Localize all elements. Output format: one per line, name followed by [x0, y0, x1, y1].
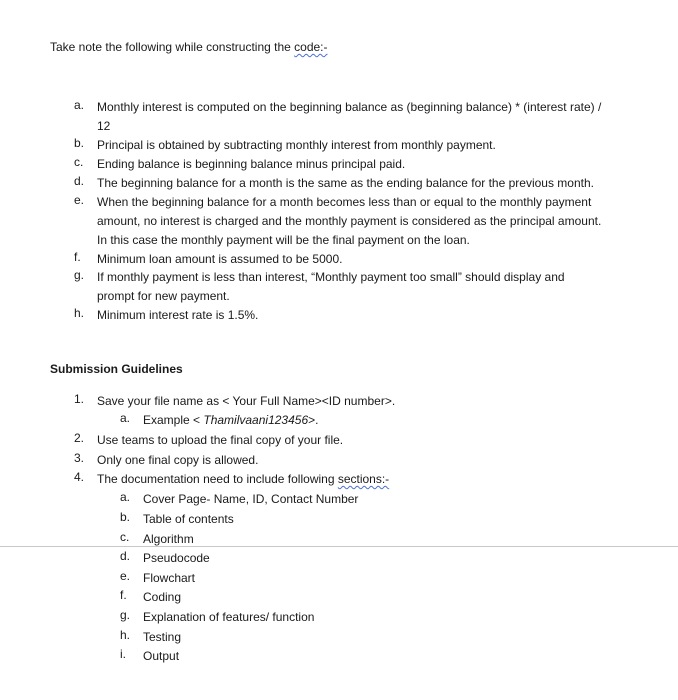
section-marker: e. [120, 569, 131, 583]
submission-text [97, 470, 389, 489]
section-marker: h. [120, 628, 131, 642]
submission-marker: 2. [74, 431, 85, 445]
section-text: Flowchart [143, 571, 196, 585]
section-text: Explanation of features/ function [143, 610, 315, 624]
section-text: Coding [143, 590, 182, 604]
note-text: If monthly payment is less than interest, “Monthly payment too small” should display and [97, 270, 565, 284]
note-marker: h. [74, 306, 85, 320]
note-text-cont: amount, no interest is charged and the monthly payment is considered as the principal amount. [97, 214, 602, 228]
note-marker: a. [74, 98, 85, 112]
section-marker: g. [120, 608, 131, 622]
section-text: Testing [143, 630, 182, 644]
submission-marker: 1. [74, 392, 85, 406]
note-text: The beginning balance for a month is the same as the ending balance for the previous month. [97, 176, 594, 190]
note-marker: c. [74, 155, 84, 169]
section-marker: a. [120, 490, 131, 504]
note-marker: f. [74, 250, 81, 264]
note-marker: e. [74, 193, 85, 207]
section-marker: c. [120, 530, 130, 544]
section-text: Pseudocode [143, 551, 210, 565]
sections-link: sections:- [337, 472, 390, 486]
submission-marker: 4. [74, 470, 85, 484]
submission-marker: 3. [74, 451, 85, 465]
note-text: Minimum interest rate is 1.5%. [97, 308, 259, 322]
note-text: Minimum loan amount is assumed to be 5000. [97, 252, 343, 266]
example-prefix: Example < [143, 413, 204, 427]
note-text: Principal is obtained by subtracting monthly interest from monthly payment. [97, 138, 496, 152]
note-text-cont: 12 [97, 119, 111, 133]
submission-text: Use teams to upload the final copy of your file. [97, 433, 344, 447]
page-divider [0, 546, 678, 547]
section-marker: i. [120, 647, 126, 661]
submission-text: Save your file name as < Your Full Name><ID number>. [97, 394, 396, 408]
section-marker: d. [120, 549, 131, 563]
submission-text: Only one final copy is allowed. [97, 453, 259, 467]
example-marker: a. [120, 411, 131, 425]
intro-code-link: code:- [294, 40, 328, 54]
note-marker: b. [74, 136, 85, 150]
submission-heading: Submission Guidelines [50, 362, 183, 376]
note-text: Ending balance is beginning balance minus principal paid. [97, 157, 406, 171]
section-marker: f. [120, 588, 127, 602]
section-text: Cover Page- Name, ID, Contact Number [143, 492, 359, 506]
section-text: Output [143, 649, 180, 663]
note-marker: d. [74, 174, 85, 188]
note-text: When the beginning balance for a month becomes less than or equal to the monthly payment [97, 195, 592, 209]
intro-text: Take note the following while constructing the [50, 40, 295, 54]
note-marker: g. [74, 268, 85, 282]
example-text [143, 411, 318, 430]
section-text: Table of contents [143, 512, 234, 526]
submission-text-main: The documentation need to include following [97, 472, 338, 486]
section-marker: b. [120, 510, 131, 524]
section-text: Algorithm [143, 532, 194, 546]
note-text-cont: In this case the monthly payment will be the final payment on the loan. [97, 233, 470, 247]
intro-paragraph [50, 40, 328, 54]
note-text: Monthly interest is computed on the beginning balance as (beginning balance) * (interest rate) / [97, 100, 602, 114]
note-text-cont: prompt for new payment. [97, 289, 230, 303]
example-name: Thamilvaani123456 [203, 413, 309, 427]
example-suffix: >. [308, 413, 319, 427]
